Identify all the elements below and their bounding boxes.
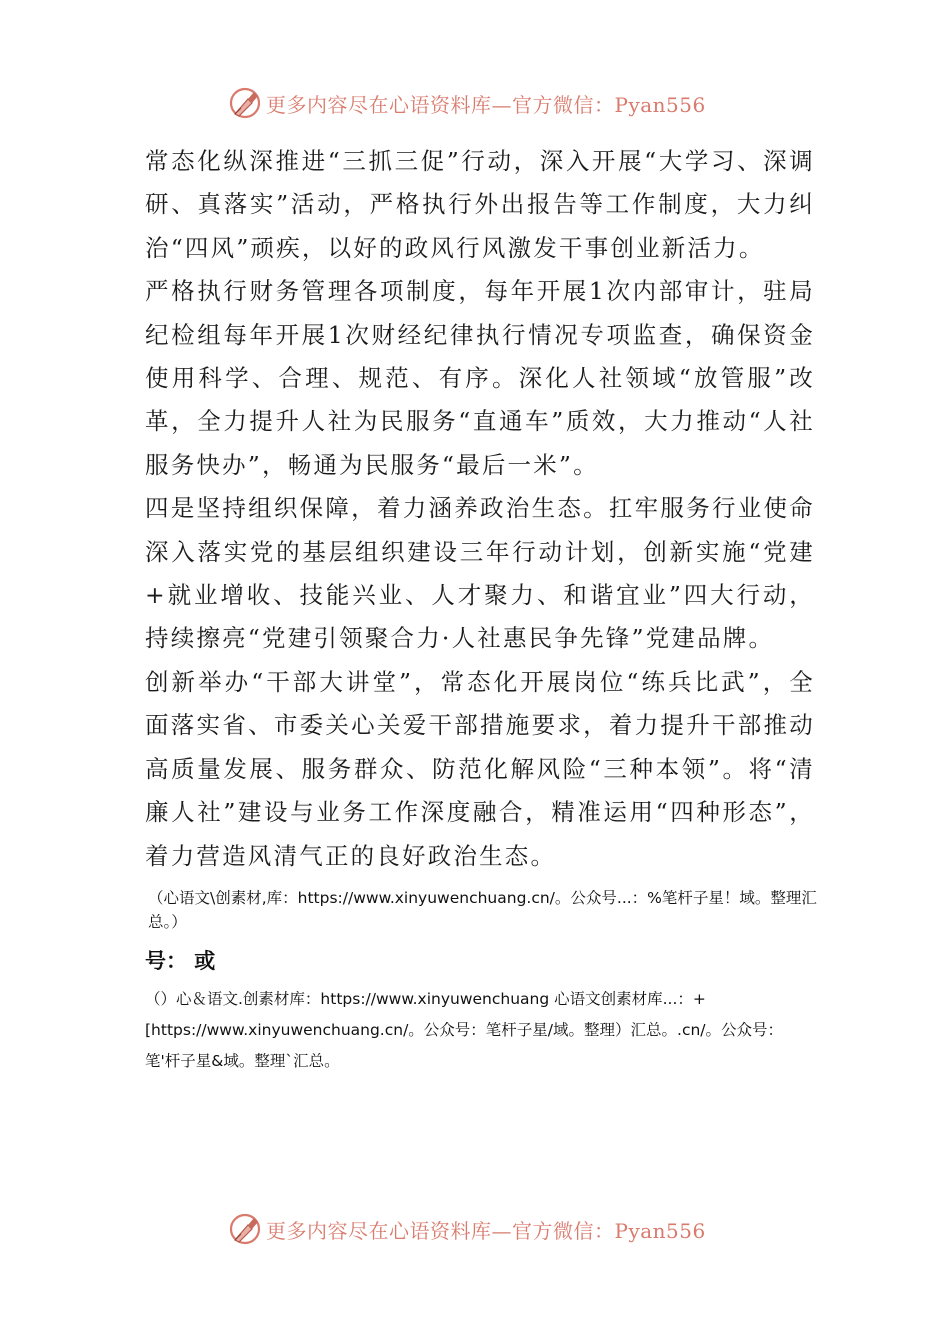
body-paragraph: 严格执行财务管理各项制度，每年开展1次内部审计，驻局纪检组每年开展1次财经纪律执行情况专项监查，确保资金使用科学、合理、规范、有序。深化人社领域“放管服”改革，全力提升人社为民服务“直通车”质效，大力推动“人社服务快办”，畅通为民服务“最后一米”。 <box>145 277 815 479</box>
body-paragraph: 创新举办“干部大讲堂”，常态化开展岗位“练兵比武”，全面落实省、市委关心关爱干部措施要求，着力提升干部推动高质量发展、服务群众、防范化解风险“三种本领”。将“清廉人社”建设与业务工作深度融合，精准运用“四种形态”，着力营造风清气正的良好政治生态。 <box>145 667 815 870</box>
body-paragraph: 常态化纵深推进“三抓三促”行动，深入开展“大学习、深调研、真落实”活动，严格执行外出报告等工作制度，大力纠治“四风”顽疾，以好的政风行风激发干事创业新活力。 <box>145 147 815 262</box>
header-banner-text: 更多内容尽在心语资料库—官方微信：Pyan556 <box>266 92 706 117</box>
document-body <box>145 140 815 878</box>
note-heading: 号： 或 <box>145 948 216 973</box>
source-note-secondary: （）心＆语文.创素材库：https://www.xinyuwenchuang 心语文创素材库...：+[https://www.xinyuwenchuang.cn/。公众号：笔杆子星/域。整理）汇总。.cn/。公众号：笔'杆子星&域。整理`汇总。 <box>145 990 784 1070</box>
pen-nib-logo-icon <box>228 1212 262 1246</box>
footer-banner-text: 更多内容尽在心语资料库—官方微信：Pyan556 <box>266 1218 706 1243</box>
source-note: （心语文\创素材,库：https://www.xinyuwenchuang.cn/。公众号...：%笔杆子星！域。整理汇总。） <box>148 889 817 931</box>
footer-banner <box>228 1209 706 1249</box>
pen-nib-logo-icon <box>228 86 262 120</box>
body-paragraph: 四是坚持组织保障，着力涵养政治生态。扛牢服务行业使命深入落实党的基层组织建设三年行动计划，创新实施“党建+就业增收、技能兴业、人才聚力、和谐宜业”四大行动，持续擦亮“党建引领聚合力·人社惠民争先锋”党建品牌。 <box>145 494 815 653</box>
header-banner <box>228 83 706 123</box>
